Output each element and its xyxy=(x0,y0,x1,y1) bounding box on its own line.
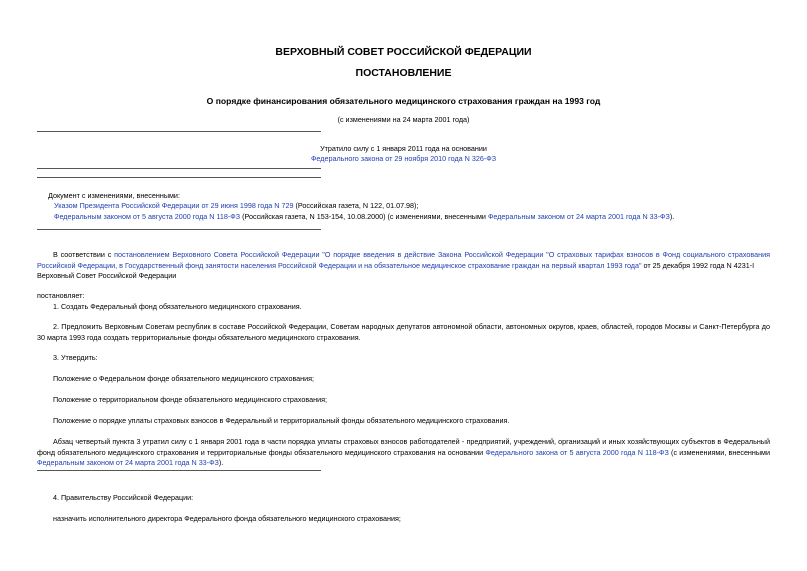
divider xyxy=(37,470,321,471)
amendment-1 xyxy=(54,200,418,211)
changes-note: (с изменениями на 24 марта 2001 года) xyxy=(337,115,470,124)
editorial-note-end: ). xyxy=(218,458,224,468)
expired-note-link-line xyxy=(0,153,807,164)
editorial-note-amend-link[interactable]: Федеральным законом от 24 марта 2001 года N 33-ФЗ xyxy=(37,458,219,468)
item-4-a: назначить исполнительного директора Федерального фонда обязательного медицинского страхования; xyxy=(53,514,401,523)
item-2: 2. Предложить Верховным Советам республик в составе Российской Федерации, Советам народных депутатов автономной области, автономных округов, краев, областей, городов Москвы и Санкт-Петербурга до 30 марта 1993 года создать территориальные фонды обязательного медицинского страхования. xyxy=(37,322,770,342)
amendment-1-source: (Российская газета, N 122, 01.07.98); xyxy=(293,201,419,210)
amendment-1-link[interactable]: Указом Президента Российской Федерации от 29 июня 1998 года N 729 xyxy=(54,201,294,210)
divider xyxy=(37,177,321,178)
resolves-label: постановляет: xyxy=(37,291,85,300)
item-1: 1. Создать Федеральный фонд обязательного медицинского страхования. xyxy=(53,302,302,311)
divider xyxy=(37,168,321,169)
amendments-intro: Документ с изменениями, внесенными: xyxy=(48,191,180,200)
issuer-heading: ВЕРХОВНЫЙ СОВЕТ РОССИЙСКОЙ ФЕДЕРАЦИИ xyxy=(275,46,532,58)
divider xyxy=(37,229,321,230)
amendment-2 xyxy=(54,211,674,222)
amendment-2-link[interactable]: Федеральным законом от 5 августа 2000 года N 118-ФЗ xyxy=(54,212,241,221)
item-3-b: Положение о территориальном фонде обязательного медицинского страхования; xyxy=(53,395,327,404)
item-3-c: Положение о порядке уплаты страховых взносов в Федеральный и территориальный фонды обязательного медицинского страхования. xyxy=(53,416,510,425)
preamble-issuer: Верховный Совет Российской Федерации xyxy=(37,271,177,281)
item-3: 3. Утвердить: xyxy=(53,353,98,362)
item-3-a: Положение о Федеральном фонде обязательного медицинского страхования; xyxy=(53,374,315,383)
amendment-2-sublink[interactable]: Федеральным законом от 24 марта 2001 года N 33-ФЗ xyxy=(487,212,670,221)
preamble-start: В соответствии с xyxy=(53,250,115,259)
document-type: ПОСТАНОВЛЕНИЕ xyxy=(355,67,452,79)
editorial-note xyxy=(37,437,770,469)
preamble-date: от 25 декабря 1992 года N 4231-I xyxy=(641,260,755,270)
preamble xyxy=(37,250,770,282)
page-title: О порядке финансирования обязательного медицинского страхования граждан на 1993 год xyxy=(206,96,601,106)
amendment-2-source: (Российская газета, N 153-154, 10.08.2000) (с изменениями, внесенными xyxy=(240,212,488,221)
item-4: 4. Правительству Российской Федерации: xyxy=(53,493,194,502)
divider xyxy=(37,131,321,132)
expiry-law-link[interactable]: Федерального закона от 29 ноября 2010 года N 326-ФЗ xyxy=(310,154,497,163)
editorial-note-text: Абзац четвертый пункта 3 утратил силу с 1 января 2001 года в части порядка уплаты страховых взносов работодателей - предприятий, учреждений, организаций и иных хозяйствующих субъектов в Федеральный фонд обязательного медицинского страхования и территориальные фонды обязательного медицинского страхования на основании xyxy=(37,437,770,457)
editorial-note-mid: (с изменениями, внесенными xyxy=(668,447,770,457)
preamble-resolution-link[interactable]: постановлением Верховного Совета Российской Федерации "О порядке введения в действие Закона Российской Федерации "О страховых тарифах взносов в Фонд социального страхования Российской Федерации, в Государственный фонд занятости населения Российской Федерации и на обязательное медицинское страхование граждан на первый квартал 1993 года" xyxy=(37,250,770,270)
expired-note: Утратило силу с 1 января 2011 года на основании xyxy=(320,144,487,153)
amendment-2-end: ). xyxy=(669,212,675,221)
editorial-note-law-link[interactable]: Федерального закона от 5 августа 2000 года N 118-ФЗ xyxy=(485,447,669,457)
